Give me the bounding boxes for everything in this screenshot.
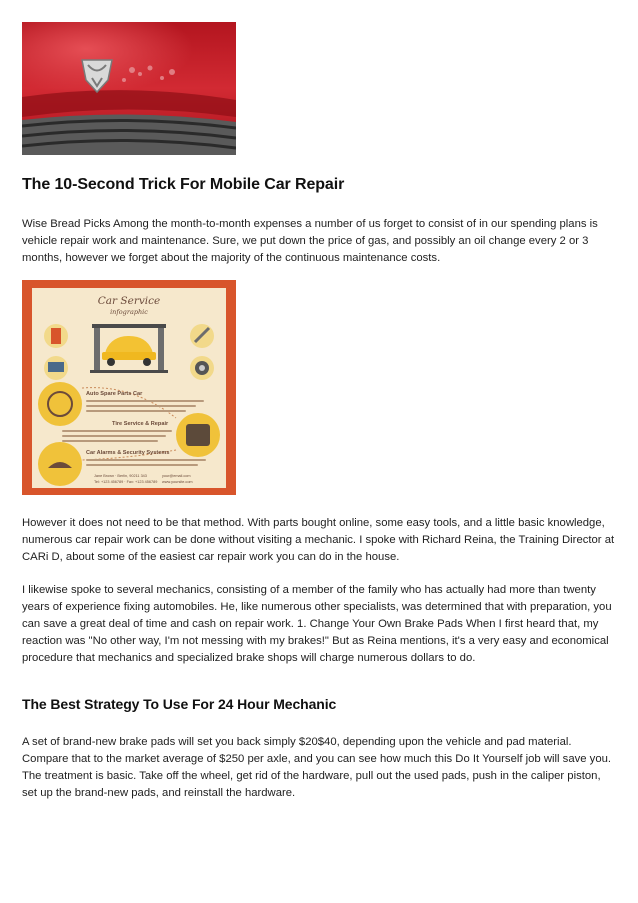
infographic-title: Car Service [97,295,161,307]
spare-parts-icon [38,382,82,426]
car-service-infographic [22,280,236,495]
infographic-contact-email: your@email.com [162,474,191,478]
paragraph-mechanics: I likewise spoke to several mechanics, consisting of a member of the family who has actually had more than twenty years of experience fixing automobiles. He, like numerous other specialists, was determined that with preparation, you can save a great deal of time and cash on repair work. 1. Change Your Own Brake Pads When I first heard that, my reaction was "No other way, I'm not messing with my brakes!" But as Reina mentions, it's a very easy and economical procedure that mechanics and specialized brake shops will charge numerous dollars to do. [22,584,612,664]
paragraph-intro: Wise Bread Picks Among the month-to-month expenses a number of us forget to consist of in our spending plans is vehicle repair work and maintenance. Sure, we put down the price of gas, and possibly an oil change every 2 or 3 months, however we forget about the majority of the continuous maintenance costs. [22,218,598,264]
paragraph-method: However it does not need to be that method. With parts bought online, some easy tools, and a little basic knowledge, numerous car repair work can be done without visiting a mechanic. I spoke with Richard Reina, the Training Director at CARi D, about some of the easiest car repair work you can do in the house. [22,517,615,563]
infographic-contact-website: www.yoursite.com [162,480,193,484]
section-heading: The Best Strategy To Use For 24 Hour Mechanic [22,696,337,712]
article-title: The 10-Second Trick For Mobile Car Repair [22,176,345,193]
infographic-illustrations [32,288,226,488]
infographic-section-car-alarms: Car Alarms & Security Systems [86,450,170,456]
infographic-panel [32,288,226,488]
paragraph-brake-pads: A set of brand-new brake pads will set you back simply $20$40, depending upon the vehicle and pad material. Compare that to the market average of $250 per axle, and you can see how much this Do It Yourself job will save you. The treatment is basic. Take off the wheel, get rid of the hardware, pull out the used pads, push in the caliper piston, set up the brand-new pads, and reinstall the hardware. [22,736,612,799]
hero-car-photo [22,22,236,155]
car-hood-illustration [22,22,236,155]
infographic-section-tire-service: Tire Service & Repair [112,421,169,427]
infographic-contact-name: Jane Brown · Berlin, 90211 343 [94,474,147,478]
infographic-section-spare-parts: Auto Spare Parts Car [86,391,143,397]
infographic-contact-phone: Tel: +123 456789 · Fax: +123 456789 [94,480,158,484]
car-lift-icon [90,324,168,373]
infographic-subtitle: infographic [110,308,148,316]
